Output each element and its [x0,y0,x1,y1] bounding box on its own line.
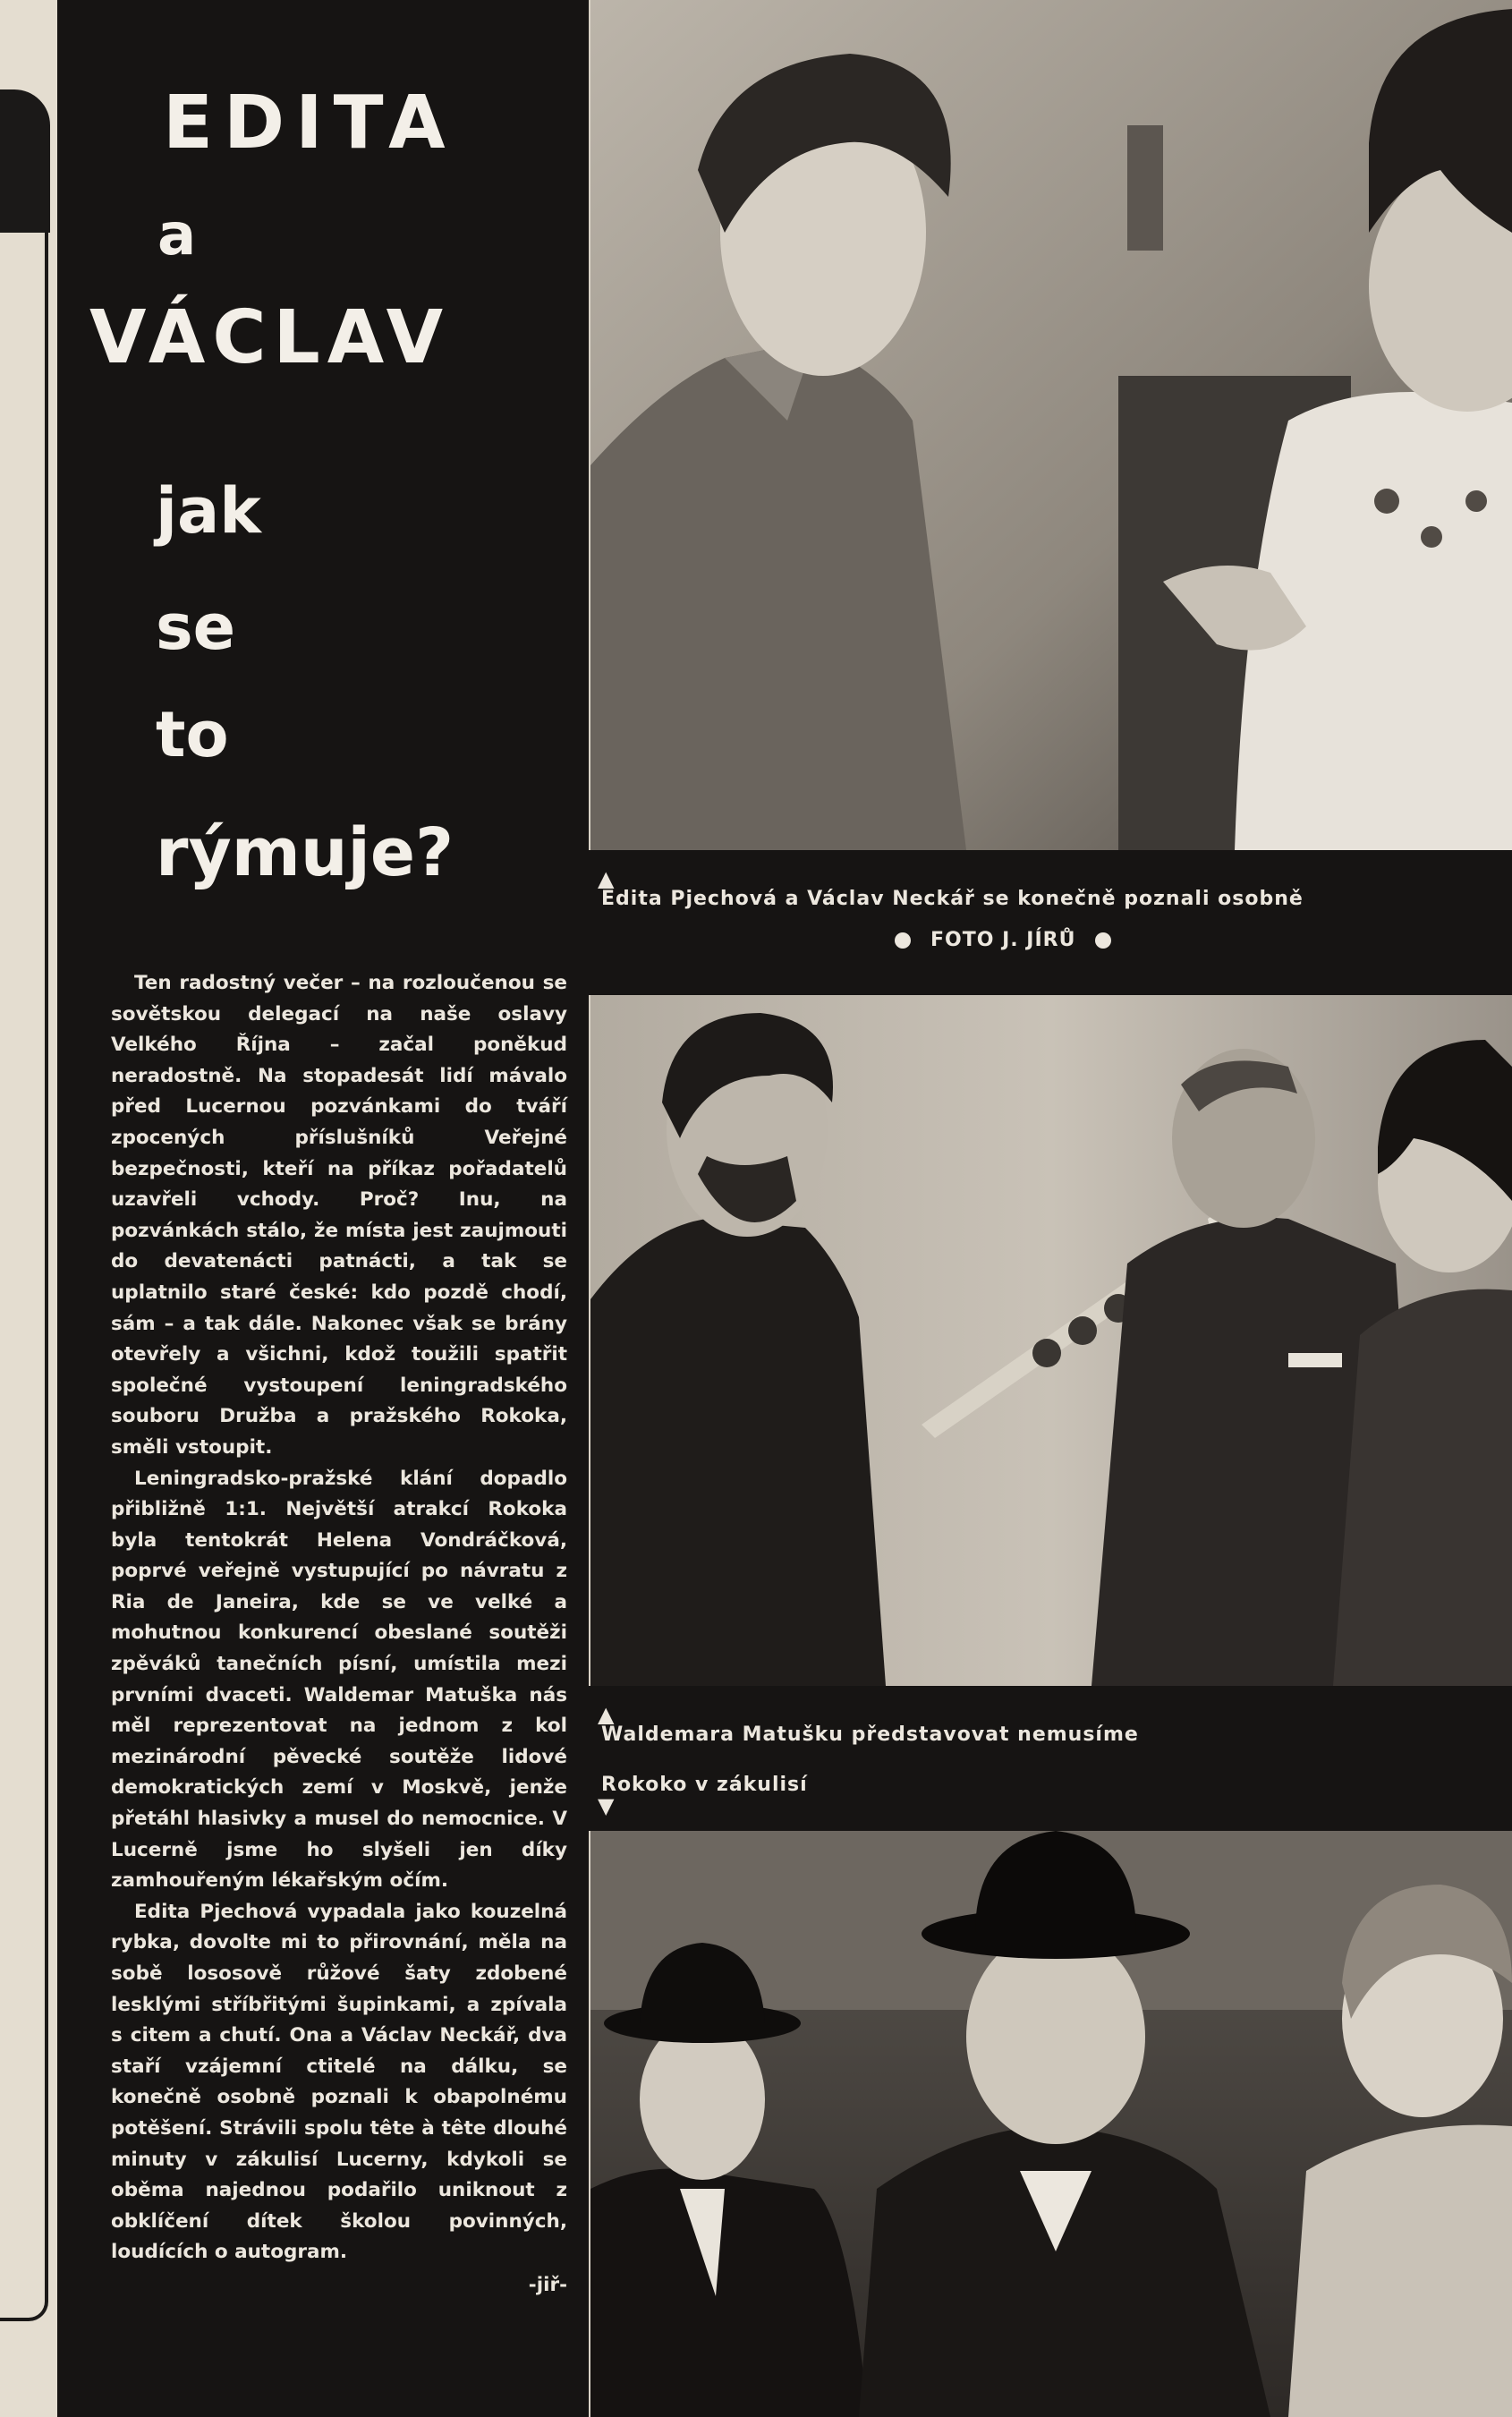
bullet-icon [1095,932,1111,949]
article-paragraph-1: Ten radostný večer – na rozloučenou se sovětskou delegací na naše oslavy Velkého Října – začal poněkud neradostně. Na stopadesát lidí mávalo před Lucernou pozvánkami do tváří zpocených příslušníků Veřejné bezpečnosti, kteří na příkaz pořadatelů uzavřeli vchody. Proč? Inu, na pozvánkách stálo, že místa jest zaujmouti do devatenácti patnácti, a tak se uplatnilo staré české: kdo pozdě chodí, sám – a tak dále. Nakonec však se brány otevřely a všichni, kdož toužili spatřit společné vystoupení leningradského souboru Družba a pražského Rokoka, směli vstoupit. [111,972,567,1459]
arrow-down-icon: ▼ [598,1793,615,1818]
caption-photo-3: Rokoko v zákulisí [601,1774,808,1796]
headline-line-1: EDITA [163,81,456,166]
arrow-up-icon: ▲ [598,1702,615,1727]
adjacent-page-edge [0,0,57,2417]
caption-photo-1: Edita Pjechová a Václav Neckář se konečně poznali osobně [601,888,1304,910]
article-body [111,968,567,2302]
caption-photo-2: Waldemara Matušku představovat nemusíme [601,1723,1139,1746]
caption-band-1 [589,850,1512,995]
headline-line-7: rýmuje? [156,814,454,891]
arrow-up-icon: ▲ [598,866,615,891]
headline-line-3: VÁCLAV [89,295,451,380]
bullet-icon [895,932,911,949]
author-signature: -jiř- [528,2273,567,2296]
headline-line-4: jak [156,474,261,548]
photo-edita-vaclav [590,0,1512,850]
article-paragraph-3: Edita Pjechová vypadala jako kouzelná rybka, dovolte mi to přirovnání, měla na sobě lososově růžové šaty zdobené lesklými stříbřitými šupinkami, a zpívala s citem a chutí. Ona a Václav Neckář, dva staří vzájemní ctitelé na dálku, se konečně osobně poznali k obapolnému potěšení. Strávili spolu tête à tête dlouhé minuty v zákulisí Lucerny, kdykoli se oběma najednou podařilo uniknout z obklíčení dítek školou povinných, loudících o autogram. [111,1900,567,2264]
photo-credit-text: FOTO J. JÍRŮ [930,929,1076,951]
caption-band-2 [589,1686,1512,1831]
photo-rokoko-backstage [590,1831,1512,2417]
headline [57,0,589,949]
headline-line-2: a [157,202,197,268]
adjacent-page-border [0,224,48,2321]
headline-line-5: se [156,591,236,664]
headline-line-6: to [156,698,229,771]
photo-matuska-trumpet [590,995,1512,1686]
title-column [57,0,589,2417]
article-paragraph-2: Leningradsko-pražské klání dopadlo přibližně 1:1. Největší atrakcí Rokoka byla tentokrát Helena Vondráčková, poprvé veřejně vystupující po návratu z Ria de Janeira, kde se ve velké a mohutnou konkurencí obeslané soutěži zpěváků tanečních písní, umístila mezi prvními dvaceti. Waldemar Matuška nás měl reprezentovat na jednom z kol mezinárodní pěvecké soutěže lidové demokratických zemí v Moskvě, jenže přetáhl hlasivky a musel do nemocnice. V Lucerně jsme ho slyšeli jen díky zamhouřeným lékařským očím. [111,1467,567,1893]
adjacent-page-tab [0,89,50,233]
photo-credit [875,929,1131,951]
